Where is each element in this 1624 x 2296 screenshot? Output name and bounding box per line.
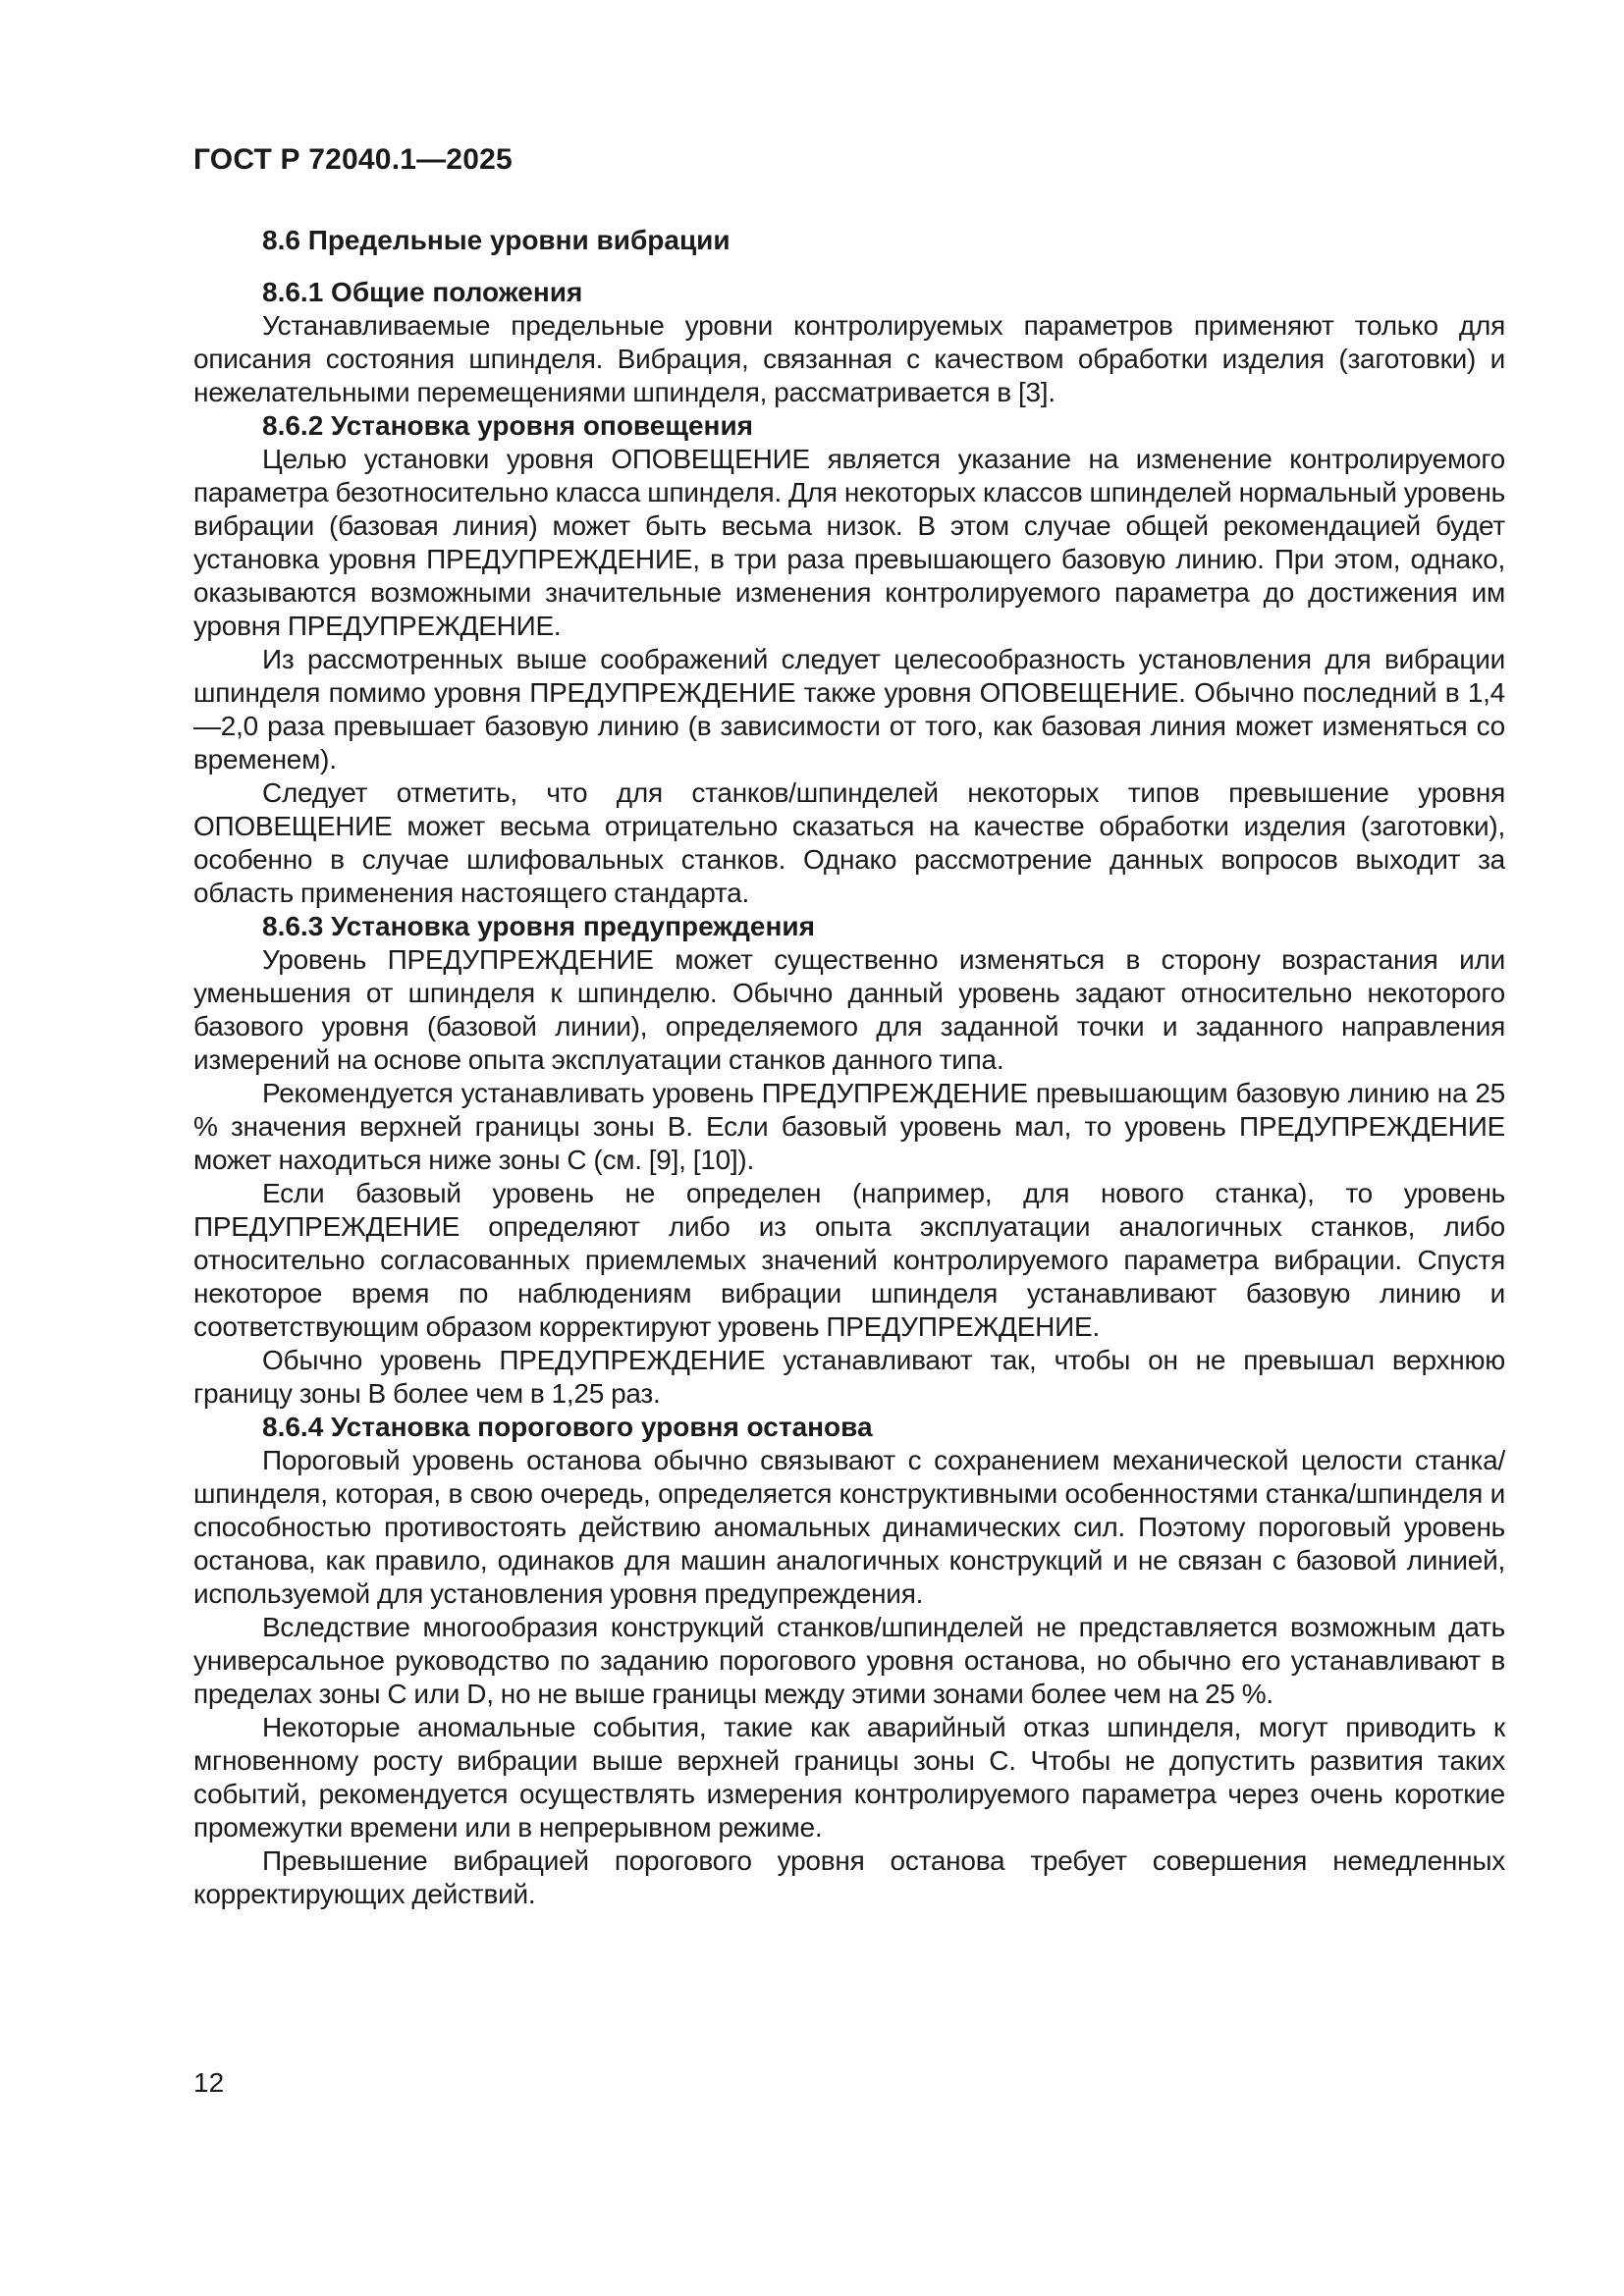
paragraph: Устанавливаемые предельные уровни контролируемых параметров применяют только для описания состояния шпинделя. Вибрация, связанная с качеством обработки изделия (заготовки) и нежелательными перемещениями шпинделя, рассматривается в [3]. bbox=[193, 310, 1505, 407]
paragraph: Вследствие многообразия конструкций станков/шпинделей не представляется возможным дать универсальное руководство по заданию порогового уровня останова, но обычно его устанавливают в пределах зоны C или D, но не выше границы между этими зонами более чем на 25 %. bbox=[193, 1612, 1505, 1709]
paragraph: Если базовый уровень не определен (например, для нового станка), то уровень ПРЕДУПРЕЖДЕНИЕ определяют либо из опыта эксплуатации аналогичных станков, либо относительно согласованных приемлемых значений контролируемого параметра вибрации. Спустя некоторое время по наблюдениям вибрации шпинделя устанавливают базовую линию и соответствующим образом корректируют уровень ПРЕДУПРЕЖДЕНИЕ. bbox=[193, 1178, 1505, 1342]
paragraph: Превышение вибрацией порогового уровня останова требует совершения немедленных корректирующих действий. bbox=[193, 1845, 1505, 1909]
subsection-heading-8-6-3: 8.6.3 Установка уровня предупреждения bbox=[262, 911, 815, 941]
section-heading-8-6: 8.6 Предельные уровни вибрации bbox=[262, 225, 731, 255]
subsection-heading-8-6-2: 8.6.2 Установка уровня оповещения bbox=[262, 410, 754, 441]
subsection-heading-8-6-4: 8.6.4 Установка порогового уровня останова bbox=[262, 1412, 873, 1442]
paragraph: Обычно уровень ПРЕДУПРЕЖДЕНИЕ устанавливают так, чтобы он не превышал верхнюю границу зоны B более чем в 1,25 раз. bbox=[193, 1345, 1505, 1409]
paragraph: Целью установки уровня ОПОВЕЩЕНИЕ является указание на изменение контролируемого параметра безотносительно класса шпинделя. Для некоторых классов шпинделей нормальный уровень вибрации (базовая линия) может быть весьма низок. В этом случае общей рекомендацией будет установка уровня ПРЕДУПРЕЖДЕНИЕ, в три раза превышающего базовую линию. При этом, однако, оказываются возможными значительные изменения контролируемого параметра до достижения им уровня ПРЕДУПРЕЖДЕНИЕ. bbox=[193, 444, 1505, 641]
paragraph: Из рассмотренных выше соображений следует целесообразность установления для вибрации шпинделя помимо уровня ПРЕДУПРЕЖДЕНИЕ также уровня ОПОВЕЩЕНИЕ. Обычно последний в 1,4—2,0 раза превышает базовую линию (в зависимости от того, как базовая линия может изменяться со временем). bbox=[193, 644, 1505, 774]
paragraph: Некоторые аномальные события, такие как аварийный отказ шпинделя, могут приводить к мгновенному росту вибрации выше верхней границы зоны C. Чтобы не допустить развития таких событий, рекомендуется осуществлять измерения контролируемого параметра через очень короткие промежутки времени или в непрерывном режиме. bbox=[193, 1712, 1505, 1842]
paragraph: Рекомендуется устанавливать уровень ПРЕДУПРЕЖДЕНИЕ превышающим базовую линию на 25 % значения верхней границы зоны B. Если базовый уровень мал, то уровень ПРЕДУПРЕЖДЕНИЕ может находиться ниже зоны C (см. [9], [10]). bbox=[193, 1078, 1505, 1175]
page-number: 12 bbox=[193, 2067, 225, 2098]
paragraph: Следует отметить, что для станков/шпинделей некоторых типов превышение уровня ОПОВЕЩЕНИЕ может весьма отрицательно сказаться на качестве обработки изделия (заготовки), особенно в случае шлифовальных станков. Однако рассмотрение данных вопросов выходит за область применения настоящего стандарта. bbox=[193, 777, 1505, 908]
standard-designation-header: ГОСТ Р 72040.1—2025 bbox=[193, 143, 513, 176]
paragraph: Пороговый уровень останова обычно связывают с сохранением механической целости станка/шпинделя, которая, в свою очередь, определяется конструктивными особенностями станка/шпинделя и способностью противостоять действию аномальных динамических сил. Поэтому пороговый уровень останова, как правило, одинаков для машин аналогичных конструкций и не связан с базовой линией, используемой для установления уровня предупреждения. bbox=[193, 1445, 1505, 1609]
document-body bbox=[193, 224, 1505, 1911]
subsection-heading-8-6-1: 8.6.1 Общие положения bbox=[262, 277, 583, 307]
paragraph: Уровень ПРЕДУПРЕЖДЕНИЕ может существенно изменяться в сторону возрастания или уменьшения от шпинделя к шпинделю. Обычно данный уровень задают относительно некоторого базового уровня (базовой линии), определяемого для заданной точки и заданного направления измерений на основе опыта эксплуатации станков данного типа. bbox=[193, 944, 1505, 1075]
